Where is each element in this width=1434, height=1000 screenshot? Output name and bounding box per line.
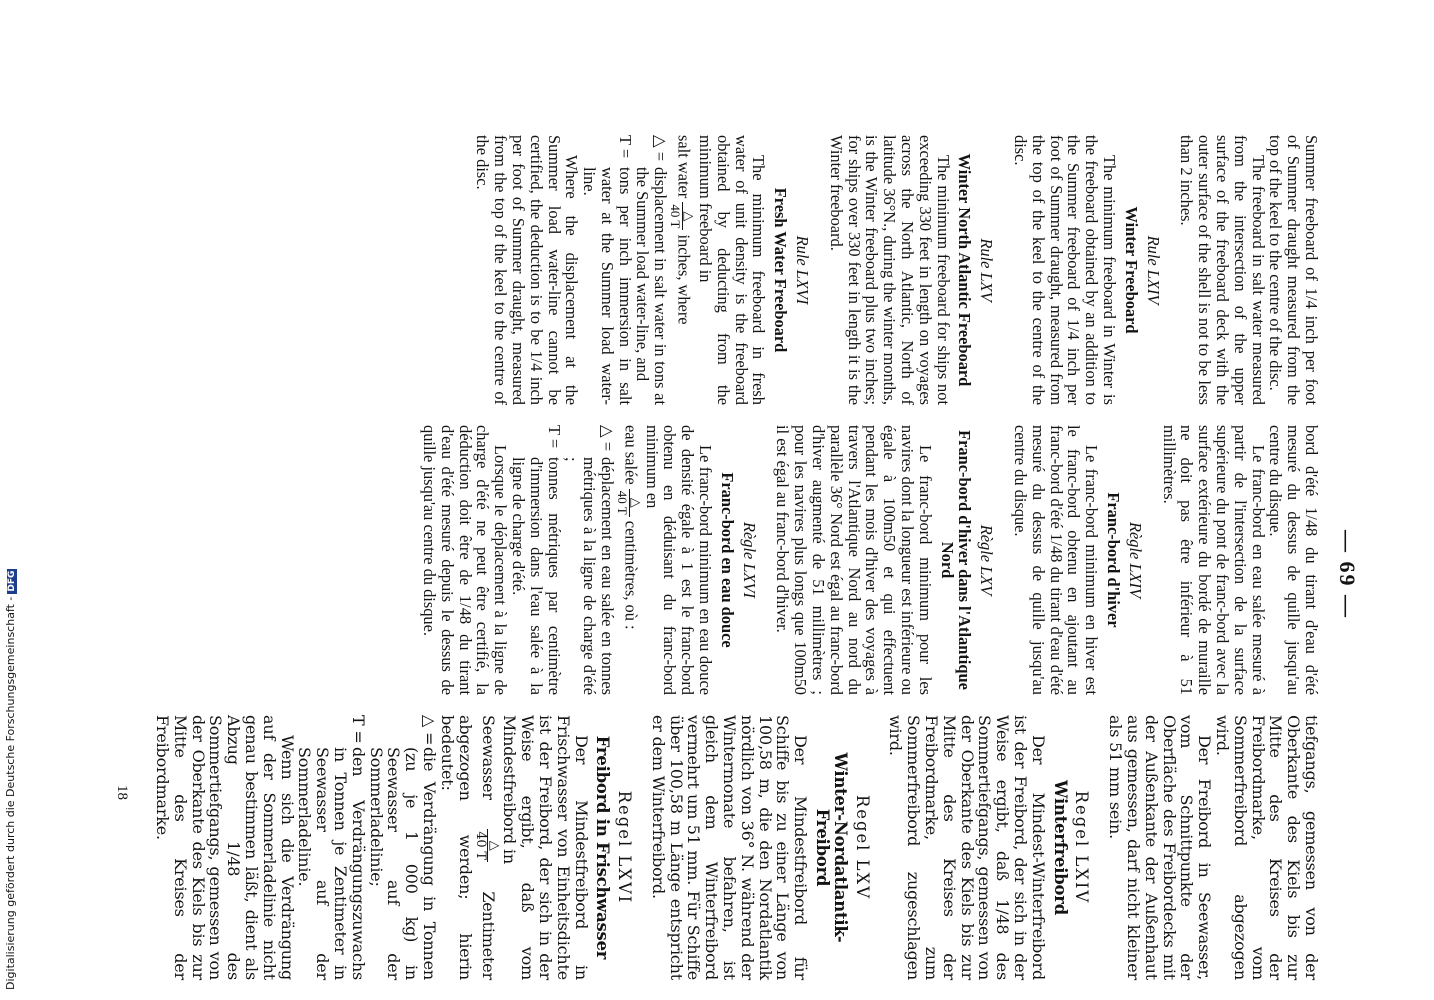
fr-rule-64: Règle LXIV: [1125, 521, 1145, 598]
de-heading-65: Winter-Nordatlantik-Freibord: [813, 752, 850, 943]
en-heading-65: Winter North Atlantic Freeboard: [955, 153, 975, 387]
de-rule-65: Regel LXV: [852, 794, 872, 901]
de-fraction: △ 40 T: [472, 831, 502, 860]
fr-rule-65: Règle LXV: [977, 524, 997, 596]
fr-def-1: △ = déplacement en eau salée en tonnes métriques à la ligne de charge d'été ;: [562, 425, 617, 695]
en-rule-65: Rule LXV: [977, 238, 997, 302]
page-number-bottom: 18: [114, 785, 130, 800]
en-heading-64: Winter Freeboard: [1121, 206, 1141, 334]
en-fraction: △ 40 T: [668, 204, 698, 229]
english-column: [200, 135, 1320, 405]
de-para-2: Der Freibord in Seewasser, vom Schnittpunkte der Oberfläche des Freibordecks mit der Außenkante der Außenhaut aus gemessen, darf nicht kleiner als 51 mm sein.: [1106, 715, 1215, 980]
en-def-2: T = tons per inch immersion in salt water at the Summer load water-line.: [580, 135, 635, 405]
en-formula: salt water △ 40 T inches, where: [668, 135, 698, 325]
de-para-65: Der Mindestfreibord für Schiffe bis zu einer Länge von 100,58 m, die den Nordatlantik nördlich von 36° N. während der Wintermonate befahren, ist gleich dem Winterfreibord vermehrt um 51 mm. Für Schiffe über 100,58 m Länge entspricht er dem Winterfreibord.: [648, 715, 811, 980]
de-formula: Seewasser △ 40 T Zentimeter abgezogen werden; hierin bedeutet:: [437, 715, 502, 980]
dfg-logo: DFG: [7, 570, 17, 592]
french-column: [200, 425, 1320, 695]
de-para-1: tiefgangs, gemessen von der Oberkante des Kiels bis zur Mitte des Kreises der Freibordmarke, vom Sommerfreibord abgezogen wird.: [1213, 715, 1321, 980]
de-para-64: Der Mindest-Winterfreibord ist der Freibord, der sich in der Weise ergibt, daß 1/48 des Sommertiefgangs, gemessen von der Oberkante des Kiels bis zur Mitte des Kreises der Freibordmarke, zum Sommerfreibord zugeschlagen wird.: [886, 715, 1048, 980]
en-rule-66: Rule LXVI: [793, 235, 813, 305]
fr-para-64: Le franc-bord minimum en hiver est le franc-bord obtenu en ajoutant au franc-bord d'été 1/48 du tirant d'eau d'été mesuré du dessus de quille jusqu'au centre du disque.: [1011, 425, 1102, 695]
en-heading-66: Fresh Water Freeboard: [771, 187, 791, 353]
en-para-66b: Where the displacement at the Summer load water-line cannot be certified, the deduction is to be 1/4 inch per foot of Summer draught, measured from the top of the keel to the centre of the disc.: [473, 135, 582, 405]
fr-para-1: bord d'été 1/48 du tirant d'eau d'été mesuré du dessus de quille jusqu'au centre du disque.: [1266, 425, 1321, 695]
de-para-66b: Wenn sich die Verdrängung auf der Sommerladelinie nicht genau bestimmen läßt, dient als Abzug 1/48 des Sommertiefgangs, gemessen von der Oberkante des Kiels bis zur Mitte des Kreises der Freibordmarke.: [152, 715, 297, 980]
de-def-2: T = den Verdrängungszuwachs in Tonnen je Zentimeter in Seewasser auf der Sommerladelinie.: [295, 715, 368, 980]
fr-para-2: Le franc-bord en eau salée mesuré à partir de l'intersection de la surface supérieure du pont de franc-bord avec la surface extérieure du bordé de muraille ne doit pas être inférieur à 51 millimètres.: [1159, 425, 1268, 695]
fr-formula: eau salée △ 40 T centimètres, où :: [614, 425, 644, 630]
de-heading-66: Freibord in Frischwasser: [593, 735, 613, 960]
fr-para-66b: Lorsque le déplacement à la ligne de charge d'été ne peut être certifié, la déduction doit être de 1/48 du tirant d'eau d'été mesuré depuis le dessus de quille jusqu'au centre du disque.: [419, 425, 511, 695]
fr-def-2: T = tonnes métriques par centimètre d'immersion dans l'eau salée à la ligne de charge d'été.: [508, 425, 564, 695]
en-para-65: The minimum freeboard for ships not exceeding 330 feet in length on voyages across the North Atlantic, North of latitude 36°N., during the winter months, is the Winter freeboard plus two inches; for ships over 330 feet in length it is the Winter freeboard.: [826, 135, 953, 405]
page-number: — 69 —: [1335, 530, 1360, 619]
de-def-1: △ = die Verdrängung in Tonnen (zu je 1 000 kg) in Seewasser auf der Sommerladelinie;: [366, 715, 439, 980]
fr-heading-65: Franc-bord d'hiver dans l'Atlantique Nord: [937, 430, 975, 690]
german-column: [152, 715, 1321, 980]
de-para-66a: Der Mindestfreibord in Frischwasser von Einheitsdichte ist der Freibord, der sich in der Weise ergibt, daß vom Mindestfreibord in: [500, 715, 591, 980]
fr-para-65: Le franc-bord minimum pour les navires dont la longueur est inférieure ou égale à 100m50 et qui effectuent pendant les mois d'hiver des voyages à travers l'Atlantique Nord au nord du parallèle 36° Nord est égal au franc-bord d'hiver augmenté de 51 millimètres ; pour les navires plus longs que 100m50 il est égal au franc-bord d'hiver.: [773, 425, 935, 695]
en-rule-64: Rule LXIV: [1143, 235, 1163, 305]
de-heading-64: Winterfreibord: [1050, 780, 1070, 915]
fr-fraction: △ 40 T: [614, 490, 644, 515]
de-rule-64: Regel LXIV: [1072, 790, 1092, 905]
fr-rule-66: Règle LXVI: [739, 521, 759, 598]
digitization-footer: [4, 569, 17, 990]
footer-text: Digitalisierung gefördert durch die Deutsche Forschungsgemeinschaft -: [4, 596, 17, 990]
en-para-66a: The minimum freeboard in fresh water of unit density is the freeboard obtained by deducting from the minimum freeboard in: [696, 135, 769, 405]
en-para-2: The freeboard in salt water measured from the intersection of the upper surface of the freeboard deck with the outer surface of the shell is not to be less than 2 inches.: [1177, 135, 1268, 405]
de-rule-66: Regel LXVI: [615, 790, 635, 905]
en-def-1: △ = displacement in salt water in tons at the Summer load water-line, and: [633, 135, 671, 405]
en-para-1: Summer freeboard of 1/4 inch per foot of Summer draught measured from the top of the keel to the centre of the disc.: [1266, 135, 1321, 405]
fr-heading-66: Franc-bord en eau douce: [717, 472, 737, 648]
fr-para-66a: Le franc-bord minimum en eau douce de densité égale à 1 est le franc-bord obtenu en déduisant du franc-bord minimum en: [642, 425, 716, 695]
en-para-64: The minimum freeboard in Winter is the freeboard obtained by an addition to the Summer freeboard of 1/4 inch per foot of Summer draught, measured from the top of the keel to the centre of the disc.: [1011, 135, 1120, 405]
fr-heading-64: Franc-bord d'hiver: [1104, 492, 1124, 628]
rotated-page: [114, 95, 1360, 995]
